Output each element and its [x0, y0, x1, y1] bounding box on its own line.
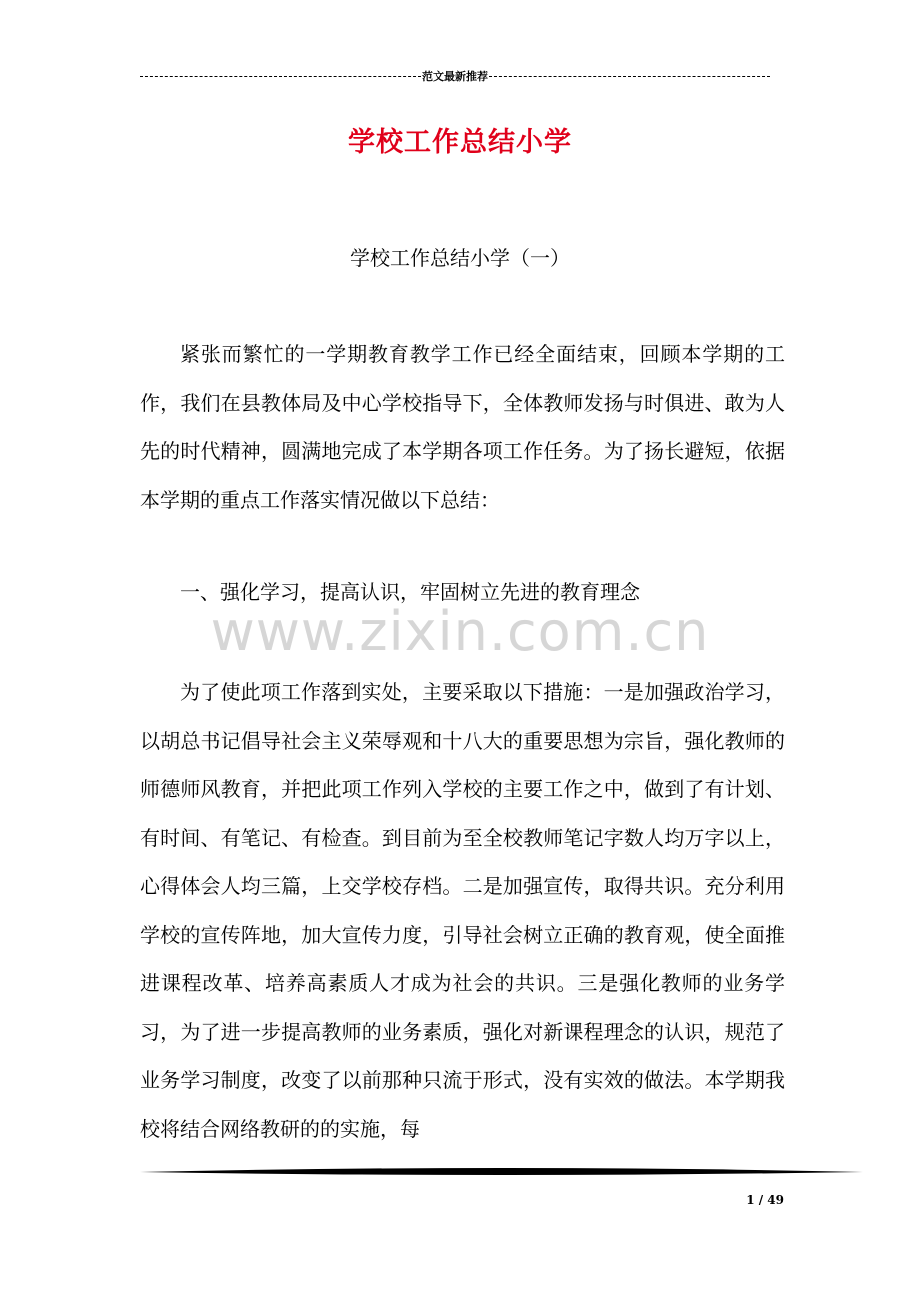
footer-rule	[140, 1165, 863, 1179]
header-dash-right	[489, 76, 770, 77]
header-label: 范文最新推荐	[422, 70, 488, 83]
intro-paragraph: 紧张而繁忙的一学期教育教学工作已经全面结束，回顾本学期的工作，我们在县教体局及中心学校指导下，全体教师发扬与时俱进、敢为人先的时代精神，圆满地完成了本学期各项工作任务。为了扬长避短，依据本学期的重点工作落实情况做以下总结：	[140, 342, 785, 512]
document-subtitle: 学校工作总结小学（一）	[350, 246, 570, 270]
page-header	[140, 66, 770, 86]
page-number: 1 / 49	[746, 1193, 784, 1207]
section-heading: 一、强化学习，提高认识，牢固树立先进的教育理念	[180, 580, 640, 604]
watermark: www.zixin.com.cn	[210, 600, 710, 663]
header-dash-left	[140, 76, 421, 77]
body-paragraph: 为了使此项工作落到实处，主要采取以下措施：一是加强政治学习，以胡总书记倡导社会主义荣辱观和十八大的重要思想为宗旨，强化教师的师德师风教育，并把此项工作列入学校的主要工作之中，做到了有计划、有时间、有笔记、有检查。到目前为至全校教师笔记字数人均万字以上，心得体会人均三篇，上交学校存档。二是加强宣传，取得共识。充分利用学校的宣传阵地，加大宣传力度，引导社会树立正确的教育观，使全面推进课程改革、培养高素质人才成为社会的共识。三是强化教师的业务学习，为了进一步提高教师的业务素质，强化对新课程理念的认识，规范了业务学习制度，改变了以前那种只流于形式，没有实效的做法。本学期我校将结合网络教研的的实施，每	[140, 680, 785, 1141]
document-title: 学校工作总结小学	[348, 127, 572, 158]
